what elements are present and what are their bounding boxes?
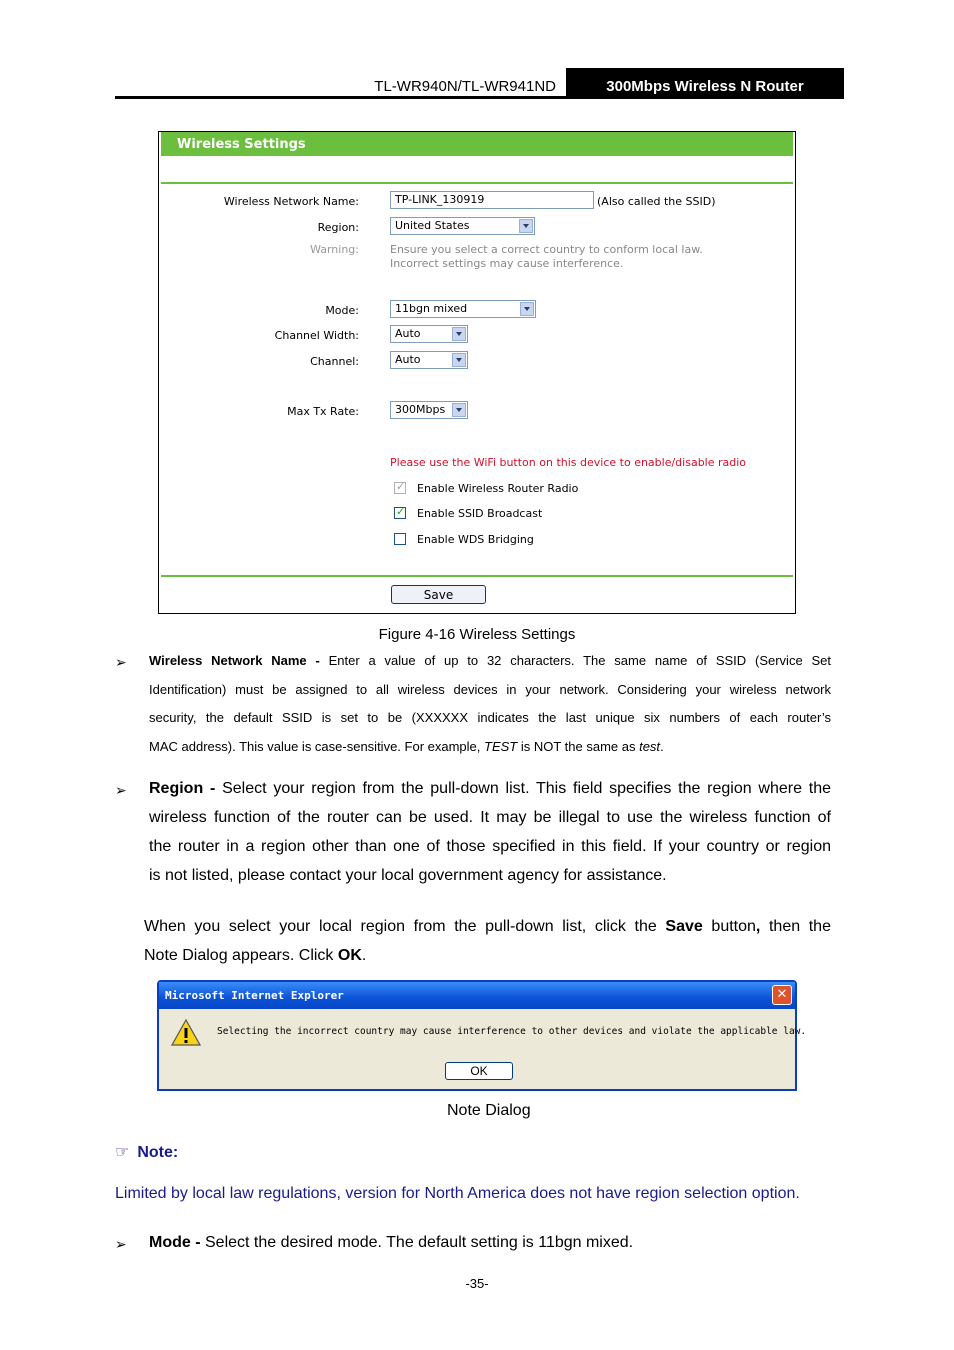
region-value: United States bbox=[395, 219, 470, 232]
wds-checkbox-label: Enable WDS Bridging bbox=[417, 533, 534, 546]
ssid-term: Wireless Network Name - bbox=[149, 653, 320, 668]
chevron-down-icon bbox=[452, 403, 466, 417]
bullet-icon: ➢ bbox=[115, 1236, 127, 1252]
mode-label: Mode: bbox=[325, 304, 359, 317]
wireless-settings-panel bbox=[158, 131, 796, 614]
ssid-broadcast-checkbox-label: Enable SSID Broadcast bbox=[417, 507, 543, 520]
page-number: -35- bbox=[465, 1276, 489, 1291]
save-para-period: . bbox=[361, 947, 367, 964]
bottom-divider bbox=[161, 575, 793, 577]
note-text: Limited by local law regulations, version for North America does not have region selection option. bbox=[115, 1185, 800, 1202]
dialog-message: Selecting the incorrect country may cause interference to other devices and violate the applicable law. bbox=[217, 1026, 807, 1037]
chevron-down-icon bbox=[452, 327, 466, 341]
save-paragraph bbox=[144, 912, 831, 970]
max-tx-rate-value: 300Mbps bbox=[395, 403, 446, 416]
mode-select[interactable] bbox=[390, 300, 536, 318]
figure-caption: Figure 4-16 Wireless Settings bbox=[378, 626, 576, 643]
channel-width-label: Channel Width: bbox=[274, 329, 359, 342]
top-divider bbox=[161, 182, 793, 184]
save-para-line-2: Note Dialog appears. Click bbox=[144, 947, 338, 964]
max-tx-rate-label: Max Tx Rate: bbox=[287, 405, 359, 418]
region-term: Region - bbox=[149, 780, 216, 797]
header-product: 300Mbps Wireless N Router bbox=[566, 68, 844, 99]
ssid-text-line-4a: MAC address). This value is case-sensitive. For example, bbox=[149, 738, 484, 754]
ssid-text-line-4 bbox=[149, 733, 831, 762]
warning-line-1: Ensure you select a correct country to conform local law. bbox=[390, 243, 703, 256]
note-label: Note: bbox=[137, 1144, 179, 1161]
ssid-text-line-1: Enter a value of up to 32 characters. The same name of SSID (Service Set bbox=[319, 653, 831, 668]
warning-label: Warning: bbox=[310, 243, 359, 256]
dialog-title: Microsoft Internet Explorer bbox=[159, 982, 795, 1009]
ssid-example-upper: TEST bbox=[484, 738, 518, 754]
ssid-label: Wireless Network Name: bbox=[223, 195, 359, 208]
header-model: TL-WR940N/TL-WR941ND bbox=[374, 78, 556, 95]
ssid-text-line-2: Identification) must be assigned to all wireless devices in your network. Considering your wireless network bbox=[149, 681, 831, 697]
save-para-comma: , bbox=[755, 918, 761, 935]
channel-value: Auto bbox=[395, 353, 421, 366]
mode-value: 11bgn mixed bbox=[395, 302, 468, 315]
check-icon: ✓ bbox=[396, 505, 406, 518]
check-icon: ✓ bbox=[396, 480, 406, 493]
mode-description bbox=[149, 1228, 633, 1257]
channel-select[interactable] bbox=[390, 351, 468, 369]
warning-icon bbox=[171, 1018, 201, 1048]
region-description bbox=[149, 774, 831, 890]
header-rule bbox=[115, 96, 844, 99]
chevron-down-icon bbox=[519, 219, 533, 233]
ok-button[interactable]: OK bbox=[445, 1062, 513, 1080]
chevron-down-icon bbox=[452, 353, 466, 367]
save-para-part-1: When you select your local region from the pull-down list, click the bbox=[144, 918, 666, 935]
ssid-text-line-3: security, the default SSID is set to be (XXXXXX indicates the last unique six numbers of each router’s bbox=[149, 710, 831, 725]
save-button[interactable]: Save bbox=[391, 585, 486, 604]
panel-title: Wireless Settings bbox=[161, 132, 793, 156]
radio-checkbox[interactable] bbox=[394, 482, 406, 494]
ssid-text-line-4c: . bbox=[660, 738, 664, 754]
channel-width-value: Auto bbox=[395, 327, 421, 340]
ssid-input[interactable]: TP-LINK_130919 bbox=[390, 191, 594, 209]
mode-term: Mode - bbox=[149, 1234, 201, 1251]
wifi-button-note: Please use the WiFi button on this device to enable/disable radio bbox=[390, 456, 747, 469]
chevron-down-icon bbox=[520, 302, 534, 316]
radio-checkbox-label: Enable Wireless Router Radio bbox=[417, 482, 579, 495]
channel-width-select[interactable] bbox=[390, 325, 468, 343]
close-icon[interactable]: ✕ bbox=[772, 985, 792, 1005]
ok-word: OK bbox=[337, 947, 362, 964]
ssid-text-line-4b: is NOT the same as bbox=[517, 738, 640, 754]
bullet-icon: ➢ bbox=[115, 654, 127, 670]
ssid-note: (Also called the SSID) bbox=[597, 195, 716, 208]
bullet-icon: ➢ bbox=[115, 782, 127, 798]
warning-line-2: Incorrect settings may cause interference. bbox=[390, 257, 624, 270]
region-text-line-2: wireless function of the router can be used. It may be illegal to use the wireless function of bbox=[149, 809, 831, 826]
region-text-line-4: is not listed, please contact your local government agency for assistance. bbox=[149, 867, 667, 884]
note-dialog bbox=[157, 980, 807, 1091]
save-para-part-2: button bbox=[702, 918, 756, 935]
region-text-line-3: the router in a region other than one of those specified in this field. If your country or region bbox=[149, 838, 831, 855]
ssid-example-lower: test bbox=[639, 738, 661, 754]
region-label: Region: bbox=[317, 221, 359, 234]
ssid-description bbox=[149, 647, 831, 761]
mode-text: Select the desired mode. The default setting is 11bgn mixed. bbox=[200, 1234, 634, 1251]
dialog-caption: Note Dialog bbox=[447, 1102, 531, 1119]
region-select[interactable] bbox=[390, 217, 535, 235]
save-word: Save bbox=[665, 918, 703, 935]
ssid-broadcast-checkbox[interactable] bbox=[394, 507, 406, 519]
channel-label: Channel: bbox=[310, 355, 359, 368]
pointing-hand-icon: ☞ bbox=[115, 1142, 130, 1161]
wds-checkbox[interactable] bbox=[394, 533, 406, 545]
note-heading bbox=[115, 1142, 178, 1162]
max-tx-rate-select[interactable] bbox=[390, 401, 468, 419]
region-text-line-1: Select your region from the pull-down list. This field specifies the region where the bbox=[215, 780, 832, 797]
save-para-part-3: then the bbox=[760, 918, 831, 935]
